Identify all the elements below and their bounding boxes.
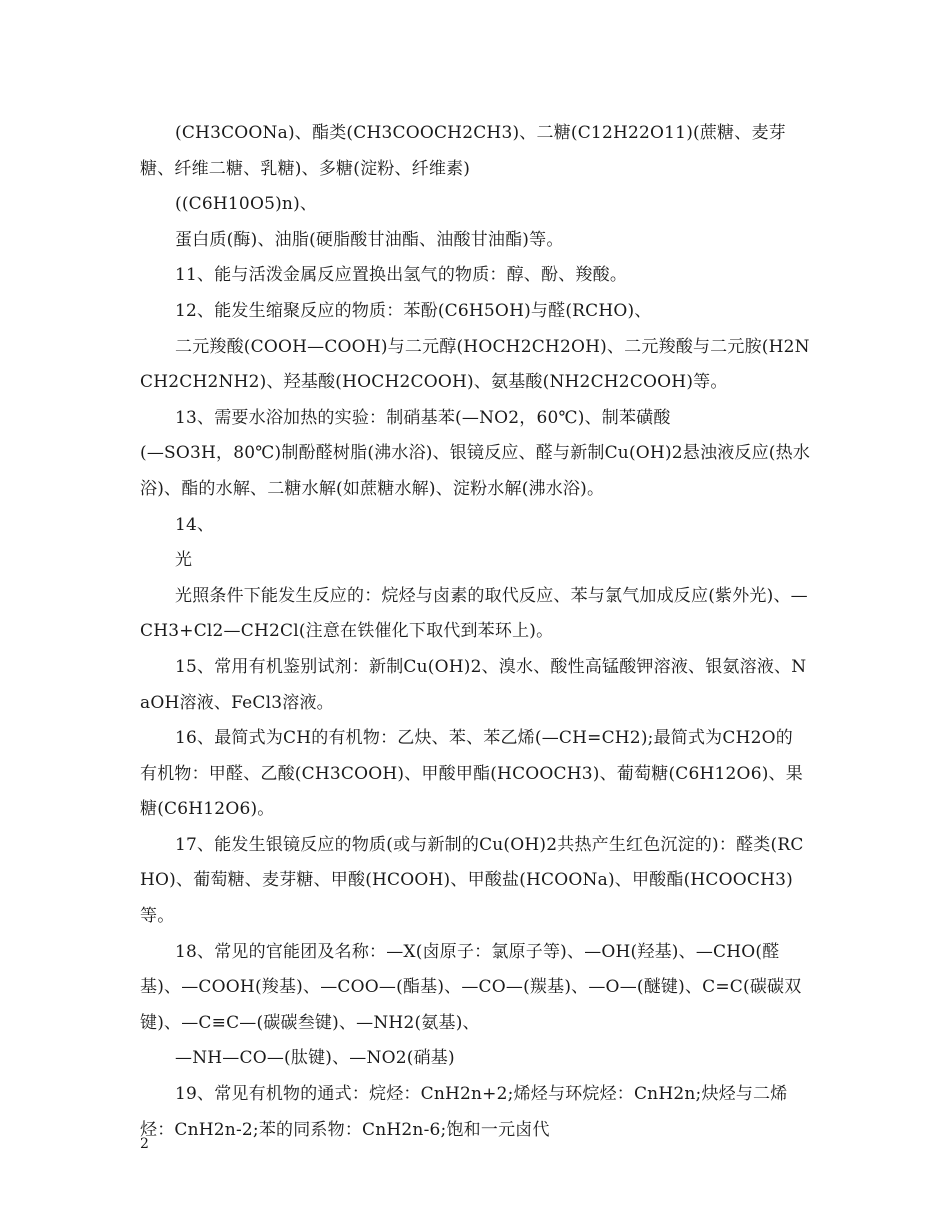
paragraph: 16、最简式为CH的有机物：乙炔、苯、苯乙烯(—CH=CH2);最简式为CH2O的 [175, 728, 793, 749]
paragraph: 14、 [175, 514, 215, 535]
paragraph: 18、常见的官能团及名称：—X(卤原子：氯原子等)、—OH(羟基)、—CHO(醛基)、—COOH(羧基)、—COO—(酯基)、—CO—(羰基)、—O—(醚键)、C=C(碳碳双键)、—C≡C—(碳碳叁键)、—NH2(氨基)、 [140, 941, 802, 1033]
paragraph: 19、常见有机物的通式：烷烃：CnH2n+2;烯烃与环烷烃：CnH2n;炔烃与二烯烃：CnH2n-2;苯的同系物：CnH2n-6;饱和一元卤代 [140, 1084, 788, 1140]
paragraph: ((C6H10O5)n)、 [175, 194, 318, 215]
paragraph: 11、能与活泼金属反应置换出氢气的物质：醇、酚、羧酸。 [175, 265, 628, 286]
paragraph: (CH3COONa)、酯类(CH3COOCH2CH3)、二糖(C12H22O11)(蔗糖、麦芽糖、纤维二糖、乳糖)、多糖(淀粉、纤维素) [140, 123, 786, 179]
paragraph: 12、能发生缩聚反应的物质：苯酚(C6H5OH)与醛(RCHO)、 [175, 300, 652, 321]
paragraph: 光照条件下能发生反应的：烷烃与卤素的取代反应、苯与氯气加成反应(紫外光)、—CH3+Cl2—CH2Cl(注意在铁催化下取代到苯环上)。 [140, 585, 808, 642]
paragraph: 有机物：甲醛、乙酸(CH3COOH)、甲酸甲酯(HCOOCH3)、葡萄糖(C6H12O6)、果糖(C6H12O6)。 [140, 763, 803, 820]
body-text [140, 116, 815, 1148]
paragraph: 蛋白质(酶)、油脂(硬脂酸甘油酯、油酸甘油酯)等。 [175, 229, 564, 250]
page-number: 2 [140, 1136, 149, 1152]
paragraph: 15、常用有机鉴别试剂：新制Cu(OH)2、溴水、酸性高锰酸钾溶液、银氨溶液、NaOH溶液、FeCl3溶液。 [140, 656, 807, 713]
paragraph: —NH—CO—(肽键)、—NO2(硝基) [175, 1048, 455, 1069]
paragraph: 17、能发生银镜反应的物质(或与新制的Cu(OH)2共热产生红色沉淀的)：醛类(RCHO)、葡萄糖、麦芽糖、甲酸(HCOOH)、甲酸盐(HCOONa)、甲酸酯(HCOOCH3)等。 [140, 834, 804, 927]
paragraph: (—SO3H，80℃)制酚醛树脂(沸水浴)、银镜反应、醛与新制Cu(OH)2悬浊液反应(热水浴)、酯的水解、二糖水解(如蔗糖水解)、淀粉水解(沸水浴)。 [140, 443, 811, 499]
paragraph: 光 [175, 550, 193, 571]
paragraph: 13、需要水浴加热的实验：制硝基苯(—NO2，60℃)、制苯磺酸 [175, 407, 671, 428]
paragraph: 二元羧酸(COOH—COOH)与二元醇(HOCH2CH2OH)、二元羧酸与二元胺(H2NCH2CH2NH2)、羟基酸(HOCH2COOH)、氨基酸(NH2CH2COOH)等。 [140, 336, 810, 393]
